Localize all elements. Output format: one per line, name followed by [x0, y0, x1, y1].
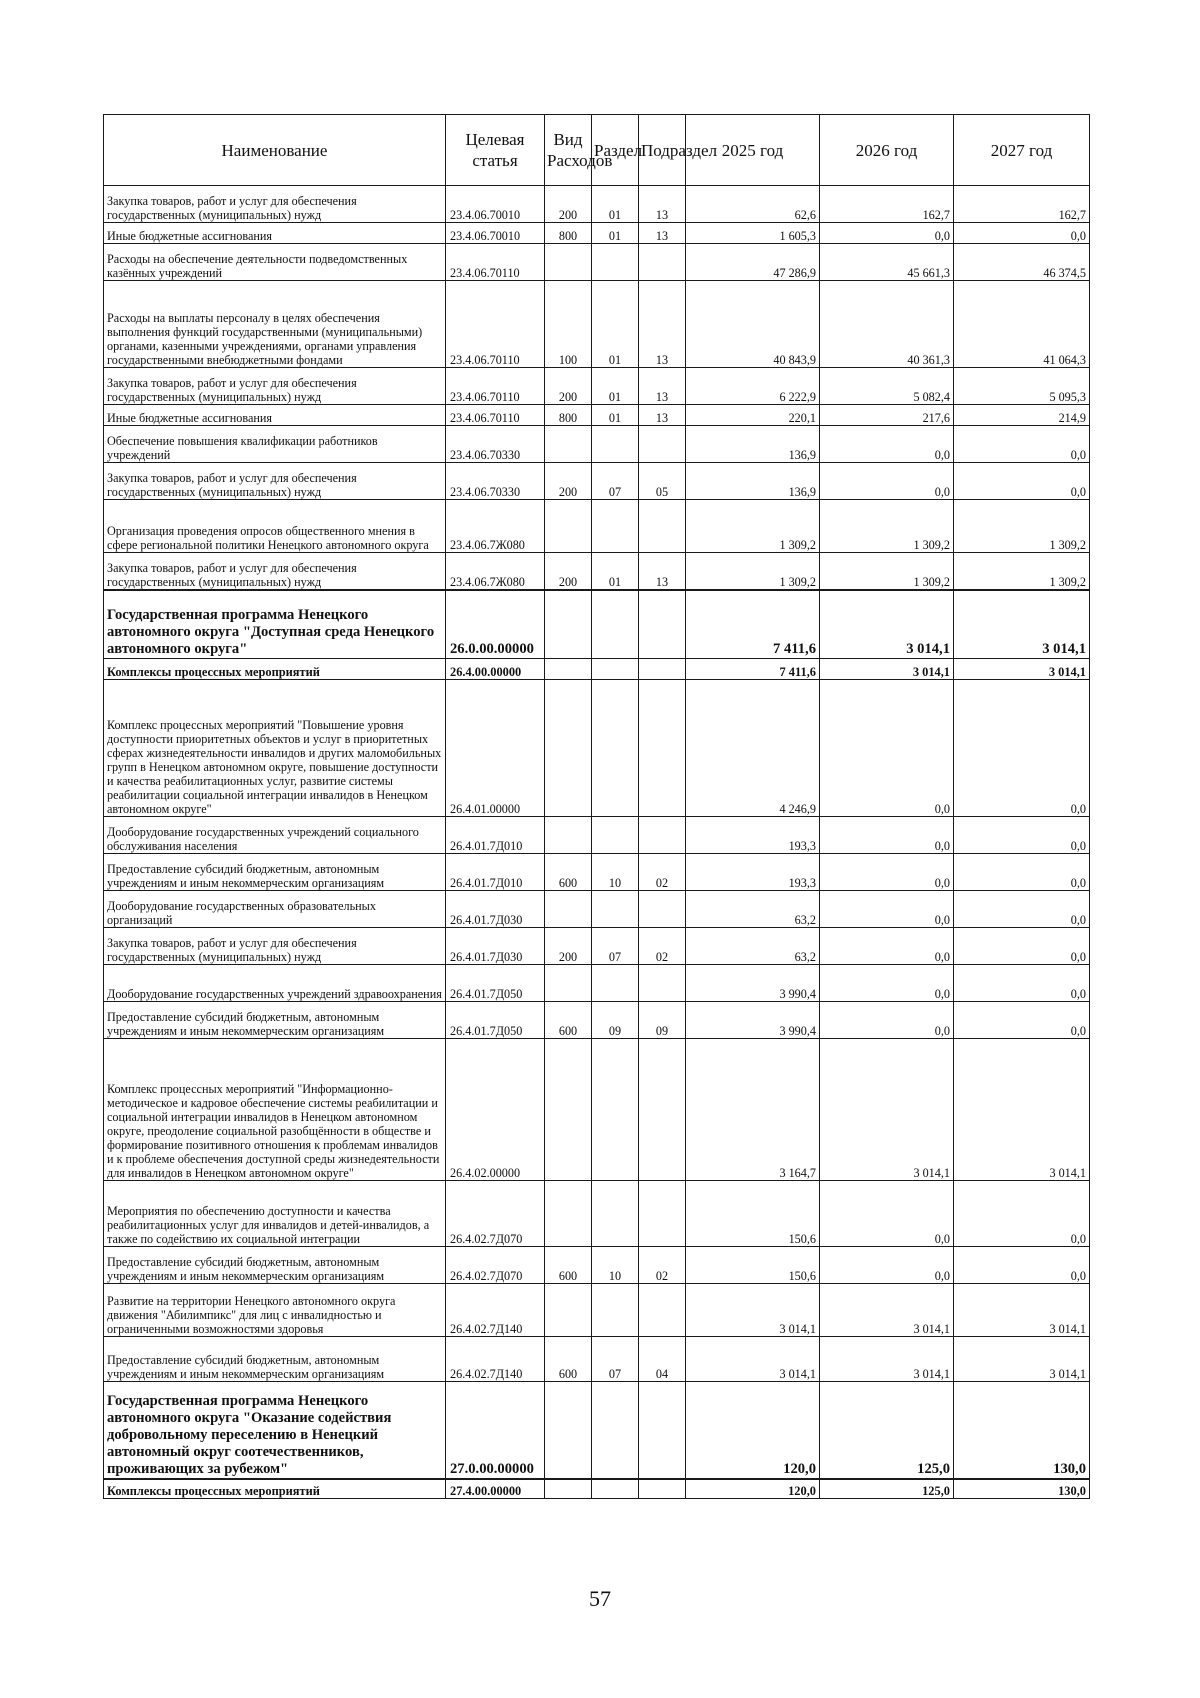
row-name-cell: Комплекс процессных мероприятий "Повышение уровня доступности приоритетных объектов и услуг в приоритетных сферах жизнедеятельности инвалидов и других маломобильных групп в Ненецком автономном округе, повышение доступности и качества реабилитационных услуг, развитие системы реабилитации социальной интеграции инвалидов в Ненецком автономном округе" [104, 680, 446, 817]
row-expense-type-cell: 100 [545, 281, 592, 368]
row-name-cell: Комплекс процессных мероприятий "Информационно-методическое и кадровое обеспечение системы реабилитации и социальной интеграции инвалидов в Ненецком автономном округе, преодоление социальной разобщённости в обществе и формирование позитивного отношения к проблемам инвалидов и к проблеме обеспечения доступной среды жизнедеятельности для инвалидов в Ненецком автономном округе" [104, 1039, 446, 1181]
row-expense-type-cell: 800 [545, 405, 592, 426]
row-expense-type-cell: 200 [545, 928, 592, 965]
row-expense-type-cell: 600 [545, 1247, 592, 1284]
row-subsection-cell: 13 [639, 368, 686, 405]
row-2027-cell: 214,9 [954, 405, 1090, 426]
row-subsection-cell: 02 [639, 854, 686, 891]
row-2026-cell: 125,0 [820, 1479, 954, 1499]
table-header [104, 115, 1090, 186]
header-section: Раздел [592, 115, 639, 186]
row-section-cell [592, 500, 639, 553]
row-expense-type-cell [545, 1284, 592, 1337]
row-target-article-cell: 26.0.00.00000 [446, 590, 545, 659]
row-2025-cell: 40 843,9 [686, 281, 820, 368]
row-subsection-cell: 13 [639, 223, 686, 244]
row-target-article-cell: 23.4.06.70110 [446, 244, 545, 281]
row-expense-type-cell: 200 [545, 186, 592, 223]
table-row [104, 817, 1090, 854]
row-2027-cell: 0,0 [954, 965, 1090, 1002]
header-row [104, 115, 1090, 186]
row-2027-cell: 0,0 [954, 426, 1090, 463]
row-target-article-cell: 23.4.06.7Ж080 [446, 553, 545, 591]
row-2027-cell: 5 095,3 [954, 368, 1090, 405]
row-2025-cell: 3 014,1 [686, 1337, 820, 1382]
table-row [104, 965, 1090, 1002]
row-2027-cell: 3 014,1 [954, 590, 1090, 659]
row-2027-cell: 0,0 [954, 891, 1090, 928]
row-subsection-cell [639, 1039, 686, 1181]
row-2025-cell: 136,9 [686, 426, 820, 463]
row-target-article-cell: 26.4.00.00000 [446, 659, 545, 680]
row-2027-cell: 3 014,1 [954, 1337, 1090, 1382]
row-2026-cell: 0,0 [820, 854, 954, 891]
table-row [104, 500, 1090, 553]
table-row [104, 1382, 1090, 1480]
row-expense-type-cell: 200 [545, 553, 592, 591]
row-2026-cell: 0,0 [820, 426, 954, 463]
header-year-2025: 2025 год [686, 115, 820, 186]
row-target-article-cell: 26.4.02.7Д070 [446, 1247, 545, 1284]
row-subsection-cell [639, 817, 686, 854]
row-2027-cell: 162,7 [954, 186, 1090, 223]
row-name-cell: Предоставление субсидий бюджетным, автономным учреждениям и иным некоммерческим организациям [104, 1247, 446, 1284]
row-name-cell: Мероприятия по обеспечению доступности и качества реабилитационных услуг для инвалидов и детей-инвалидов, а также по содействию их социальной интеграции [104, 1181, 446, 1247]
row-section-cell: 01 [592, 553, 639, 591]
row-expense-type-cell [545, 500, 592, 553]
row-target-article-cell: 23.4.06.70110 [446, 281, 545, 368]
row-subsection-cell: 09 [639, 1002, 686, 1039]
row-2025-cell: 63,2 [686, 891, 820, 928]
row-name-cell: Закупка товаров, работ и услуг для обеспечения государственных (муниципальных) нужд [104, 553, 446, 591]
row-target-article-cell: 26.4.01.7Д050 [446, 1002, 545, 1039]
row-2026-cell: 45 661,3 [820, 244, 954, 281]
row-2027-cell: 0,0 [954, 817, 1090, 854]
row-2025-cell: 193,3 [686, 817, 820, 854]
row-expense-type-cell [545, 1039, 592, 1181]
row-target-article-cell: 23.4.06.70330 [446, 463, 545, 500]
row-section-cell [592, 680, 639, 817]
row-name-cell: Предоставление субсидий бюджетным, автономным учреждениям и иным некоммерческим организациям [104, 1002, 446, 1039]
row-name-cell: Закупка товаров, работ и услуг для обеспечения государственных (муниципальных) нужд [104, 463, 446, 500]
table-row [104, 1479, 1090, 1499]
row-target-article-cell: 23.4.06.7Ж080 [446, 500, 545, 553]
row-expense-type-cell: 200 [545, 368, 592, 405]
row-2026-cell: 0,0 [820, 965, 954, 1002]
row-subsection-cell [639, 1479, 686, 1499]
row-2026-cell: 0,0 [820, 817, 954, 854]
row-2027-cell: 3 014,1 [954, 1039, 1090, 1181]
row-2025-cell: 62,6 [686, 186, 820, 223]
row-target-article-cell: 26.4.01.7Д030 [446, 928, 545, 965]
table-row [104, 1181, 1090, 1247]
row-expense-type-cell [545, 891, 592, 928]
table-row [104, 244, 1090, 281]
row-2027-cell: 46 374,5 [954, 244, 1090, 281]
table-row [104, 186, 1090, 223]
header-year-2027: 2027 год [954, 115, 1090, 186]
row-section-cell: 07 [592, 463, 639, 500]
row-subsection-cell: 02 [639, 1247, 686, 1284]
row-section-cell: 07 [592, 1337, 639, 1382]
row-target-article-cell: 26.4.02.00000 [446, 1039, 545, 1181]
row-name-cell: Дооборудование государственных учреждений социального обслуживания населения [104, 817, 446, 854]
row-name-cell: Государственная программа Ненецкого автономного округа "Оказание содействия добровольному переселению в Ненецкий автономный округ соотечественников, проживающих за рубежом" [104, 1382, 446, 1480]
table-row [104, 281, 1090, 368]
table-row [104, 891, 1090, 928]
row-2025-cell: 63,2 [686, 928, 820, 965]
row-2026-cell: 125,0 [820, 1382, 954, 1480]
row-name-cell: Закупка товаров, работ и услуг для обеспечения государственных (муниципальных) нужд [104, 186, 446, 223]
row-name-cell: Предоставление субсидий бюджетным, автономным учреждениям и иным некоммерческим организациям [104, 854, 446, 891]
row-name-cell: Организация проведения опросов общественного мнения в сфере региональной политики Ненецкого автономного округа [104, 500, 446, 553]
row-section-cell: 01 [592, 405, 639, 426]
table-body [104, 186, 1090, 1499]
row-target-article-cell: 26.4.01.7Д010 [446, 817, 545, 854]
table-row [104, 553, 1090, 591]
row-expense-type-cell: 200 [545, 463, 592, 500]
row-section-cell: 01 [592, 368, 639, 405]
row-2025-cell: 120,0 [686, 1382, 820, 1480]
row-2026-cell: 0,0 [820, 1181, 954, 1247]
row-expense-type-cell [545, 1479, 592, 1499]
row-2027-cell: 0,0 [954, 223, 1090, 244]
row-section-cell [592, 590, 639, 659]
row-section-cell [592, 1382, 639, 1480]
row-2025-cell: 3 014,1 [686, 1284, 820, 1337]
table-row [104, 590, 1090, 659]
table-row [104, 463, 1090, 500]
row-2026-cell: 217,6 [820, 405, 954, 426]
row-target-article-cell: 23.4.06.70110 [446, 405, 545, 426]
row-section-cell [592, 244, 639, 281]
row-section-cell: 01 [592, 186, 639, 223]
row-subsection-cell [639, 1382, 686, 1480]
row-target-article-cell: 23.4.06.70010 [446, 223, 545, 244]
table-row [104, 928, 1090, 965]
row-name-cell: Иные бюджетные ассигнования [104, 223, 446, 244]
row-name-cell: Дооборудование государственных образовательных организаций [104, 891, 446, 928]
row-2026-cell: 0,0 [820, 891, 954, 928]
row-name-cell: Предоставление субсидий бюджетным, автономным учреждениям и иным некоммерческим организациям [104, 1337, 446, 1382]
row-2025-cell: 120,0 [686, 1479, 820, 1499]
table-row [104, 1247, 1090, 1284]
row-2025-cell: 1 309,2 [686, 553, 820, 591]
table-row [104, 854, 1090, 891]
row-2026-cell: 0,0 [820, 680, 954, 817]
row-section-cell [592, 965, 639, 1002]
row-subsection-cell [639, 1284, 686, 1337]
row-2026-cell: 5 082,4 [820, 368, 954, 405]
table-row [104, 368, 1090, 405]
row-2026-cell: 3 014,1 [820, 659, 954, 680]
row-expense-type-cell [545, 659, 592, 680]
row-name-cell: Комплексы процессных мероприятий [104, 1479, 446, 1499]
row-2027-cell: 1 309,2 [954, 500, 1090, 553]
row-section-cell: 10 [592, 854, 639, 891]
row-2025-cell: 47 286,9 [686, 244, 820, 281]
table-row [104, 1337, 1090, 1382]
row-subsection-cell [639, 680, 686, 817]
row-2026-cell: 0,0 [820, 1002, 954, 1039]
row-subsection-cell: 02 [639, 928, 686, 965]
row-subsection-cell [639, 244, 686, 281]
row-expense-type-cell: 600 [545, 854, 592, 891]
row-2025-cell: 3 990,4 [686, 965, 820, 1002]
row-name-cell: Обеспечение повышения квалификации работников учреждений [104, 426, 446, 463]
row-2025-cell: 7 411,6 [686, 590, 820, 659]
row-2027-cell: 41 064,3 [954, 281, 1090, 368]
row-2025-cell: 150,6 [686, 1181, 820, 1247]
row-target-article-cell: 23.4.06.70330 [446, 426, 545, 463]
row-2025-cell: 220,1 [686, 405, 820, 426]
row-section-cell [592, 1181, 639, 1247]
row-name-cell: Государственная программа Ненецкого автономного округа "Доступная среда Ненецкого автономного округа" [104, 590, 446, 659]
row-target-article-cell: 27.0.00.00000 [446, 1382, 545, 1480]
row-subsection-cell [639, 891, 686, 928]
row-name-cell: Закупка товаров, работ и услуг для обеспечения государственных (муниципальных) нужд [104, 368, 446, 405]
page-number: 57 [589, 1586, 611, 1611]
header-expense-type: Вид Расходов [545, 115, 592, 186]
row-target-article-cell: 23.4.06.70110 [446, 368, 545, 405]
row-2025-cell: 193,3 [686, 854, 820, 891]
table-row [104, 680, 1090, 817]
header-target-article: Целевая статья [446, 115, 545, 186]
row-2027-cell: 0,0 [954, 680, 1090, 817]
row-section-cell: 07 [592, 928, 639, 965]
row-section-cell [592, 659, 639, 680]
row-2027-cell: 0,0 [954, 928, 1090, 965]
budget-table [103, 114, 1090, 1499]
row-2027-cell: 1 309,2 [954, 553, 1090, 591]
row-2025-cell: 4 246,9 [686, 680, 820, 817]
row-name-cell: Иные бюджетные ассигнования [104, 405, 446, 426]
row-subsection-cell [639, 590, 686, 659]
row-2027-cell: 0,0 [954, 1002, 1090, 1039]
row-subsection-cell [639, 500, 686, 553]
row-section-cell [592, 891, 639, 928]
row-2027-cell: 130,0 [954, 1479, 1090, 1499]
row-2025-cell: 1 309,2 [686, 500, 820, 553]
row-2026-cell: 1 309,2 [820, 500, 954, 553]
row-target-article-cell: 26.4.01.00000 [446, 680, 545, 817]
row-2026-cell: 3 014,1 [820, 1284, 954, 1337]
row-expense-type-cell: 600 [545, 1337, 592, 1382]
row-expense-type-cell [545, 1181, 592, 1247]
row-subsection-cell: 13 [639, 281, 686, 368]
row-name-cell: Расходы на обеспечение деятельности подведомственных казённых учреждений [104, 244, 446, 281]
row-2025-cell: 3 990,4 [686, 1002, 820, 1039]
row-2027-cell: 0,0 [954, 1247, 1090, 1284]
header-name: Наименование [104, 115, 446, 186]
row-2027-cell: 130,0 [954, 1382, 1090, 1480]
row-2026-cell: 162,7 [820, 186, 954, 223]
row-2026-cell: 3 014,1 [820, 590, 954, 659]
row-2026-cell: 1 309,2 [820, 553, 954, 591]
row-section-cell: 09 [592, 1002, 639, 1039]
row-subsection-cell: 04 [639, 1337, 686, 1382]
row-target-article-cell: 26.4.01.7Д050 [446, 965, 545, 1002]
row-section-cell [592, 1039, 639, 1181]
table-row [104, 405, 1090, 426]
row-subsection-cell: 13 [639, 553, 686, 591]
row-section-cell: 01 [592, 281, 639, 368]
row-subsection-cell [639, 1181, 686, 1247]
row-2025-cell: 7 411,6 [686, 659, 820, 680]
row-target-article-cell: 26.4.02.7Д140 [446, 1284, 545, 1337]
header-subsection: Подраздел [639, 115, 686, 186]
row-subsection-cell [639, 659, 686, 680]
row-subsection-cell: 13 [639, 186, 686, 223]
header-year-2026: 2026 год [820, 115, 954, 186]
table-row [104, 1002, 1090, 1039]
row-section-cell [592, 817, 639, 854]
row-target-article-cell: 23.4.06.70010 [446, 186, 545, 223]
row-2026-cell: 0,0 [820, 928, 954, 965]
row-subsection-cell: 13 [639, 405, 686, 426]
row-name-cell: Дооборудование государственных учреждений здравоохранения [104, 965, 446, 1002]
row-2025-cell: 6 222,9 [686, 368, 820, 405]
row-2025-cell: 150,6 [686, 1247, 820, 1284]
row-2027-cell: 0,0 [954, 854, 1090, 891]
row-target-article-cell: 26.4.02.7Д140 [446, 1337, 545, 1382]
row-expense-type-cell [545, 1382, 592, 1480]
row-section-cell [592, 426, 639, 463]
row-2026-cell: 0,0 [820, 1247, 954, 1284]
row-name-cell: Расходы на выплаты персоналу в целях обеспечения выполнения функций государственными (муниципальными) органами, казенными учреждениями, органами управления государственными внебюджетными фондами [104, 281, 446, 368]
row-section-cell: 01 [592, 223, 639, 244]
row-target-article-cell: 26.4.02.7Д070 [446, 1181, 545, 1247]
row-subsection-cell [639, 965, 686, 1002]
row-expense-type-cell: 600 [545, 1002, 592, 1039]
row-target-article-cell: 26.4.01.7Д010 [446, 854, 545, 891]
row-2026-cell: 3 014,1 [820, 1337, 954, 1382]
row-2027-cell: 0,0 [954, 1181, 1090, 1247]
row-2026-cell: 40 361,3 [820, 281, 954, 368]
row-2027-cell: 3 014,1 [954, 659, 1090, 680]
row-expense-type-cell [545, 426, 592, 463]
row-2026-cell: 3 014,1 [820, 1039, 954, 1181]
row-2025-cell: 1 605,3 [686, 223, 820, 244]
row-expense-type-cell [545, 965, 592, 1002]
table-row [104, 223, 1090, 244]
row-target-article-cell: 27.4.00.00000 [446, 1479, 545, 1499]
row-expense-type-cell [545, 244, 592, 281]
row-2026-cell: 0,0 [820, 463, 954, 500]
row-2027-cell: 3 014,1 [954, 1284, 1090, 1337]
table-row [104, 1039, 1090, 1181]
row-name-cell: Развитие на территории Ненецкого автономного округа движения "Абилимпикс" для лиц с инвалидностью и ограниченными возможностями здоровья [104, 1284, 446, 1337]
row-2026-cell: 0,0 [820, 223, 954, 244]
row-subsection-cell: 05 [639, 463, 686, 500]
row-2025-cell: 3 164,7 [686, 1039, 820, 1181]
row-expense-type-cell: 800 [545, 223, 592, 244]
row-section-cell: 10 [592, 1247, 639, 1284]
table-row [104, 659, 1090, 680]
table-row [104, 426, 1090, 463]
row-expense-type-cell [545, 590, 592, 659]
row-name-cell: Закупка товаров, работ и услуг для обеспечения государственных (муниципальных) нужд [104, 928, 446, 965]
row-section-cell [592, 1479, 639, 1499]
row-subsection-cell [639, 426, 686, 463]
row-2027-cell: 0,0 [954, 463, 1090, 500]
row-expense-type-cell [545, 817, 592, 854]
row-2025-cell: 136,9 [686, 463, 820, 500]
row-expense-type-cell [545, 680, 592, 817]
row-section-cell [592, 1284, 639, 1337]
table-row [104, 1284, 1090, 1337]
row-name-cell: Комплексы процессных мероприятий [104, 659, 446, 680]
row-target-article-cell: 26.4.01.7Д030 [446, 891, 545, 928]
